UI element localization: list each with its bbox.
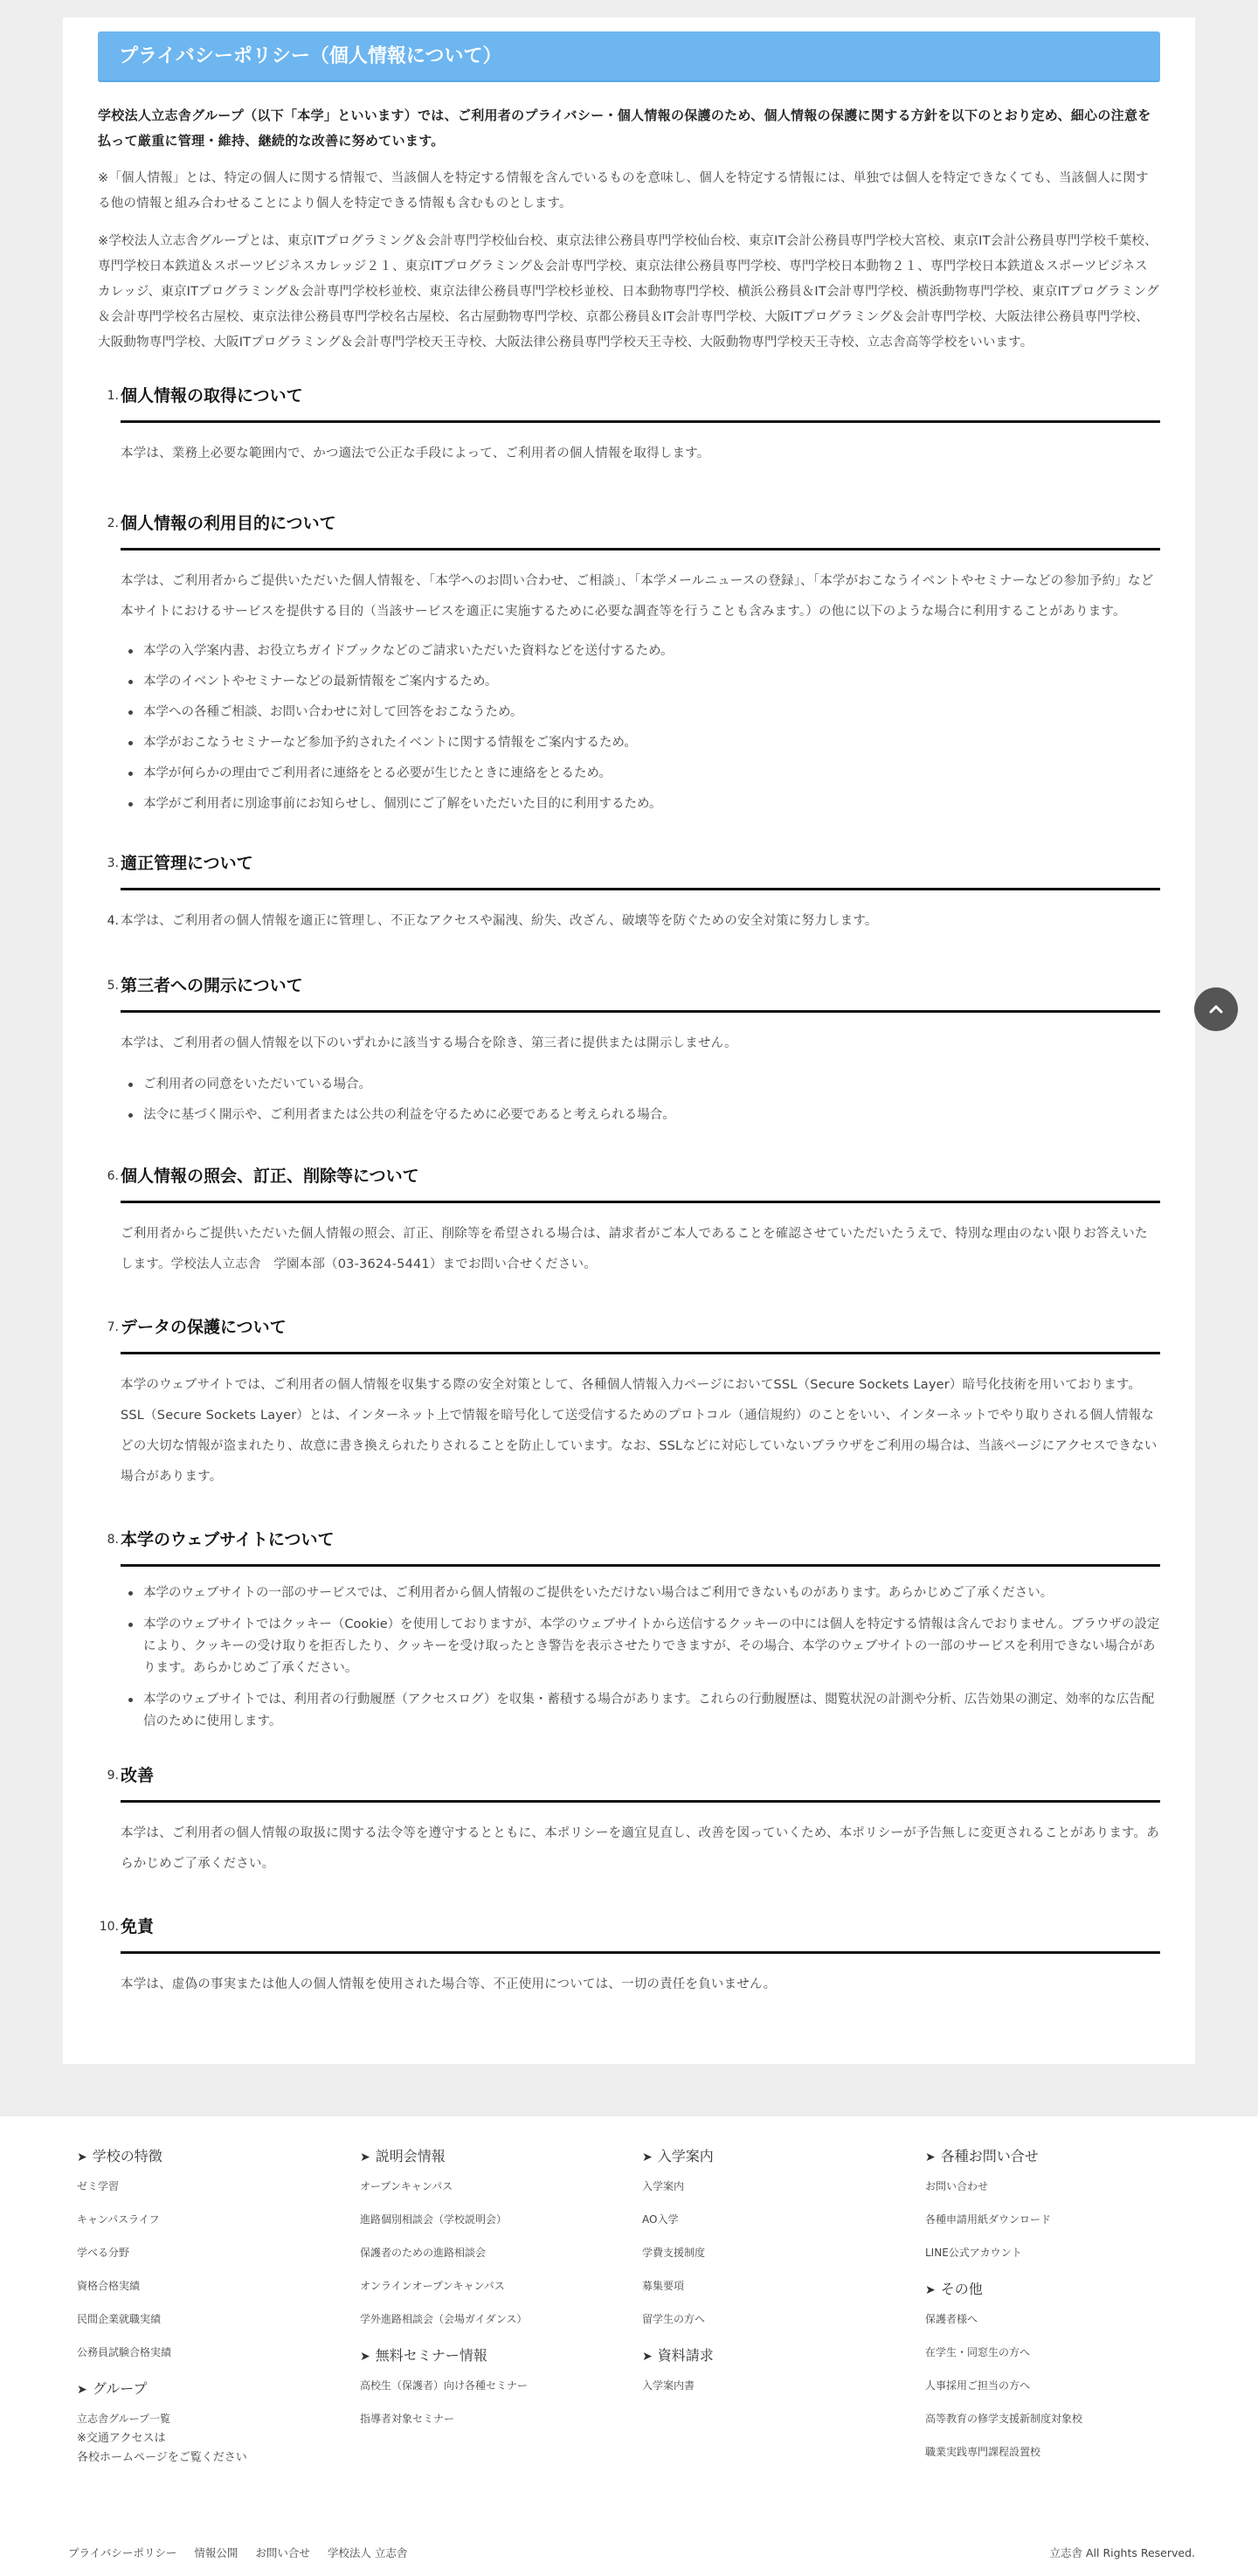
section-body: 本学は、ご利用者からご提供いただいた個人情報を、「本学へのお問い合わせ、ご相談」、「本学メールニュースの登録」、「本学がおこなうイベントやセミナーなどの参加予約」など本サイトにおけるサービスを提供する目的（当該サービスを適正に実施するために必要な調査等を行うことも含みます。）の他に以下のような場合に利用することがあります。 xyxy=(121,574,1154,619)
access-note-line: ※交通アクセスは xyxy=(77,2432,166,2445)
footer-heading: ➤ グループ xyxy=(77,2379,247,2399)
list-item: 本学がご利用者に別途事前にお知らせし、個別にご了解をいただいた目的に利用するため。 xyxy=(121,789,1160,820)
footer-link[interactable]: 入学案内書 xyxy=(642,2379,695,2392)
purpose-list xyxy=(121,636,1160,820)
disclosure-exceptions-list xyxy=(121,1070,1160,1131)
footer-link[interactable]: 人事採用ご担当の方へ xyxy=(925,2379,1031,2392)
section-purpose xyxy=(98,508,1160,820)
policy-sections xyxy=(98,380,1160,2000)
section-improvement xyxy=(98,1760,1160,1880)
list-item: ご利用者の同意をいただいている場合。 xyxy=(121,1070,1160,1100)
section-body: 本学は、ご利用者の個人情報を適正に管理し、不正なアクセスや漏洩、紛失、改ざん、破壊等を防ぐための安全対策に努力します。 xyxy=(121,914,878,928)
section-heading: 個人情報の照会、訂正、削除等について xyxy=(121,1160,1160,1203)
arrow-right-icon: ➤ xyxy=(642,2150,653,2164)
section-number: 4. xyxy=(107,914,119,928)
arrow-right-icon: ➤ xyxy=(77,2150,87,2164)
section-number: 7. xyxy=(107,1320,119,1334)
footer-link[interactable]: キャンパスライフ xyxy=(77,2213,160,2226)
footer-heading: ➤ その他 xyxy=(925,2279,1082,2300)
footer-link[interactable]: 保護者のための進路相談会 xyxy=(360,2247,487,2259)
disclosure-link[interactable]: 情報公開 xyxy=(194,2546,238,2559)
footer-heading: ➤ 学校の特徴 xyxy=(77,2146,247,2167)
section-body: ご利用者からご提供いただいた個人情報の照会、訂正、削除等を希望される場合は、請求者がご本人であることを確認させていただいたうえで、特別な理由のない限りお答えいたします。学校法人立志舎 学園本部（03-3624-5441）までお問い合せください。 xyxy=(121,1227,1148,1271)
arrow-right-icon: ➤ xyxy=(360,2350,370,2364)
section-heading: 個人情報の取得について xyxy=(121,380,1160,423)
list-item: 本学の入学案内書、お役立ちガイドブックなどのご請求いただいた資料などを送付するため。 xyxy=(121,636,1160,667)
footer-link[interactable]: 募集要項 xyxy=(642,2280,685,2292)
section-number: 6. xyxy=(107,1169,119,1183)
footer-heading: ➤ 各種お問い合せ xyxy=(925,2146,1082,2167)
section-heading: 本学のウェブサイトについて xyxy=(121,1524,1160,1567)
section-number: 8. xyxy=(107,1533,119,1547)
footer-link[interactable]: オープンキャンパス xyxy=(360,2180,453,2192)
footer-column-admissions xyxy=(642,2146,714,2412)
site-footer xyxy=(0,2116,1258,2576)
footer-link[interactable]: 民間企業就職実績 xyxy=(77,2313,162,2325)
group-schools-note: ※学校法人立志舎グループとは、東京ITプログラミング＆会計専門学校仙台校、東京法律公務員専門学校仙台校、東京IT会計公務員専門学校大宮校、東京IT会計公務員専門学校千葉校、専門学校日本鉄道＆スポーツビジネスカレッジ２１、東京ITプログラミング＆会計専門学校、東京法律公務員専門学校、専門学校日本動物２１、専門学校日本鉄道＆スポーツビジネスカレッジ、東京ITプログラミング＆会計専門学校杉並校、東京法律公務員専門学校杉並校、日本動物専門学校、横浜公務員＆IT会計専門学校、横浜動物専門学校、東京ITプログラミング＆会計専門学校名古屋校、東京法律公務員専門学校名古屋校、名古屋動物専門学校、京都公務員＆IT会計専門学校、大阪ITプログラミング＆会計専門学校、大阪法律公務員専門学校、大阪動物専門学校、大阪ITプログラミング＆会計専門学校天王寺校、大阪法律公務員専門学校天王寺校、大阪動物専門学校天王寺校、立志舎高等学校をいいます。 xyxy=(98,234,1159,350)
footer-link[interactable]: 職業実践専門課程設置校 xyxy=(925,2446,1041,2458)
footer-link[interactable]: 学費支援制度 xyxy=(642,2247,706,2259)
footer-link[interactable]: 公務員試験合格実績 xyxy=(77,2346,172,2358)
footer-link[interactable]: LINE公式アカウント xyxy=(925,2247,1022,2259)
footer-link[interactable]: 高等教育の修学支援新制度対象校 xyxy=(925,2413,1083,2425)
footer-heading: ➤ 資料請求 xyxy=(642,2345,714,2366)
footer-link[interactable]: オンラインオープンキャンパス xyxy=(360,2280,505,2292)
section-body: 本学は、業務上必要な範囲内で、かつ適法で公正な手段によって、ご利用者の個人情報を取得します。 xyxy=(121,447,710,460)
footer-link[interactable]: 在学生・同窓生の方へ xyxy=(925,2346,1031,2358)
list-item: 本学への各種ご相談、お問い合わせに対して回答をおこなうため。 xyxy=(121,697,1160,728)
section-heading: 免責 xyxy=(121,1911,1160,1954)
footer-link[interactable]: 進路個別相談会（学校説明会） xyxy=(360,2213,508,2226)
list-item: 本学のウェブサイトではクッキー（Cookie）を使用しておりますが、本学のウェブサイトから送信するクッキーの中には個人を特定する情報は含んでおりません。ブラウザの設定により、クッキーの受け取りを拒否したり、クッキーを受け取ったとき警告を表示させたりできますが、その場合、本学のウェブサイトの一部のサービスを利用できない場合があります。あらかじめご了承ください。 xyxy=(121,1614,1160,1679)
footer-heading: ➤ 無料セミナー情報 xyxy=(360,2345,528,2366)
section-disclosure xyxy=(98,970,1160,1131)
footer-link[interactable]: 高校生（保護者）向け各種セミナー xyxy=(360,2379,529,2392)
section-number: 1. xyxy=(107,389,119,403)
section-body: 本学は、ご利用者の個人情報を以下のいずれかに該当する場合を除き、第三者に提供または開示しません。 xyxy=(121,1036,737,1050)
arrow-right-icon: ➤ xyxy=(925,2283,936,2297)
arrow-right-icon: ➤ xyxy=(925,2150,936,2164)
section-acquisition xyxy=(98,380,1160,469)
section-management-body xyxy=(98,906,1160,937)
chevron-up-icon xyxy=(1207,1001,1225,1018)
section-body: 本学のウェブサイトでは、ご利用者の個人情報を収集する際の安全対策として、各種個人情報入力ページにおいてSSL（Secure Sockets Layer）暗号化技術を用いております。SSL（Secure Sockets Layer）とは、インターネット上で情報を暗号化して送受信するためのプロトコル（通信規約）のことをいい、インターネットでやり取りされる個人情報などの大切な情報が盗まれたり、故意に書き換えられたりされることを防止しています。なお、SSLなどに対応していないブラウザをご利用の場合は、当該ページにアクセスできない場合があります。 xyxy=(121,1378,1158,1484)
list-item: 本学のウェブサイトでは、利用者の行動履歴（アクセスログ）を収集・蓄積する場合があります。これらの行動履歴は、閲覧状況の計測や分析、広告効果の測定、効率的な広告配信のために使用します。 xyxy=(121,1689,1160,1733)
access-note-line: 各校ホームページをご覧ください xyxy=(77,2451,247,2464)
footer-link[interactable]: 資格合格実績 xyxy=(77,2280,141,2292)
contact-link[interactable]: お問い合せ xyxy=(255,2546,310,2559)
section-data-protection xyxy=(98,1312,1160,1492)
list-item: 本学のウェブサイトの一部のサービスでは、ご利用者から個人情報のご提供をいただけない場合はご利用できないものがあります。あらかじめご了承ください。 xyxy=(121,1582,1160,1604)
list-item: 本学のイベントやセミナーなどの最新情報をご案内するため。 xyxy=(121,667,1160,697)
page-title: プライバシーポリシー（個人情報について） xyxy=(98,31,1160,82)
website-notes-list xyxy=(121,1582,1160,1733)
footer-link[interactable]: 各種申請用紙ダウンロード xyxy=(925,2213,1052,2226)
section-number: 2. xyxy=(107,516,119,530)
privacy-policy-card xyxy=(63,17,1195,2064)
footer-link[interactable]: 学べる分野 xyxy=(77,2247,130,2259)
footer-column-contact xyxy=(925,2146,1082,2478)
copyright: 立志舎 All Rights Reserved. xyxy=(1049,2546,1195,2559)
section-heading: 改善 xyxy=(121,1760,1160,1803)
footer-link[interactable]: 学外進路相談会（会場ガイダンス） xyxy=(360,2313,528,2325)
footer-link[interactable]: AO入学 xyxy=(642,2213,679,2226)
list-item: 法令に基づく開示や、ご利用者または公共の利益を守るために必要であると考えられる場合。 xyxy=(121,1100,1160,1131)
footer-link[interactable]: 指導者対象セミナー xyxy=(360,2413,455,2425)
footer-link[interactable]: 立志舎グループ一覧 xyxy=(77,2413,171,2425)
footer-heading: ➤ 入学案内 xyxy=(642,2146,714,2167)
privacy-policy-link[interactable]: プライバシーポリシー xyxy=(68,2546,177,2559)
section-inquiry xyxy=(98,1160,1160,1280)
personal-info-note: ※「個人情報」とは、特定の個人に関する情報で、当該個人を特定する情報を含んでいるものを意味し、個人を特定する情報には、単独では個人を特定できなくても、当該個人に関する他の情報と組み合わせることにより個人を特定できる情報も含むものとします。 xyxy=(98,171,1149,211)
section-heading: データの保護について xyxy=(121,1312,1160,1354)
footer-link[interactable]: お問い合わせ xyxy=(925,2180,989,2192)
section-number: 5. xyxy=(107,979,119,993)
footer-link[interactable]: ゼミ学習 xyxy=(77,2180,120,2192)
footer-link[interactable]: 保護者様へ xyxy=(925,2313,978,2325)
footer-bottom-links xyxy=(68,2545,421,2560)
section-website xyxy=(98,1524,1160,1733)
footer-column-features xyxy=(77,2146,247,2468)
footer-column-info-sessions xyxy=(360,2146,528,2445)
section-number: 9. xyxy=(107,1769,119,1783)
section-body: 本学は、虚偽の事実または他人の個人情報を使用された場合等、不正使用については、一切の責任を負いません。 xyxy=(121,1977,777,1991)
footer-link[interactable]: 留学生の方へ xyxy=(642,2313,706,2325)
section-disclaimer xyxy=(98,1911,1160,2000)
arrow-right-icon: ➤ xyxy=(360,2150,370,2164)
footer-heading: ➤ 説明会情報 xyxy=(360,2146,528,2167)
intro-text: 学校法人立志舎グループ（以下「本学」といいます）では、ご利用者のプライバシー・個人情報の保護のため、個人情報の保護に関する方針を以下のとおり定め、細心の注意を払って厳重に管理・維持、継続的な改善に努めています。 xyxy=(98,107,1151,149)
list-item: 本学が何らかの理由でご利用者に連絡をとる必要が生じたときに連絡をとるため。 xyxy=(121,758,1160,789)
arrow-right-icon: ➤ xyxy=(642,2350,653,2364)
section-heading: 第三者への開示について xyxy=(121,970,1160,1013)
list-item: 本学がおこなうセミナーなど参加予約されたイベントに関する情報をご案内するため。 xyxy=(121,728,1160,758)
footer-link[interactable]: 入学案内 xyxy=(642,2180,685,2192)
section-management xyxy=(98,848,1160,890)
section-heading: 個人情報の利用目的について xyxy=(121,508,1160,551)
arrow-right-icon: ➤ xyxy=(77,2383,87,2397)
scroll-to-top-button[interactable] xyxy=(1194,987,1238,1031)
section-number: 10. xyxy=(99,1920,119,1934)
section-number: 3. xyxy=(107,856,119,870)
section-heading: 適正管理について xyxy=(121,848,1160,890)
corporation-link[interactable]: 学校法人 立志舎 xyxy=(327,2546,408,2559)
section-body: 本学は、ご利用者の個人情報の取扱に関する法令等を遵守するとともに、本ポリシーを適宜見直し、改善を図っていくため、本ポリシーが予告無しに変更されることがあります。あらかじめご了承ください。 xyxy=(121,1826,1159,1871)
